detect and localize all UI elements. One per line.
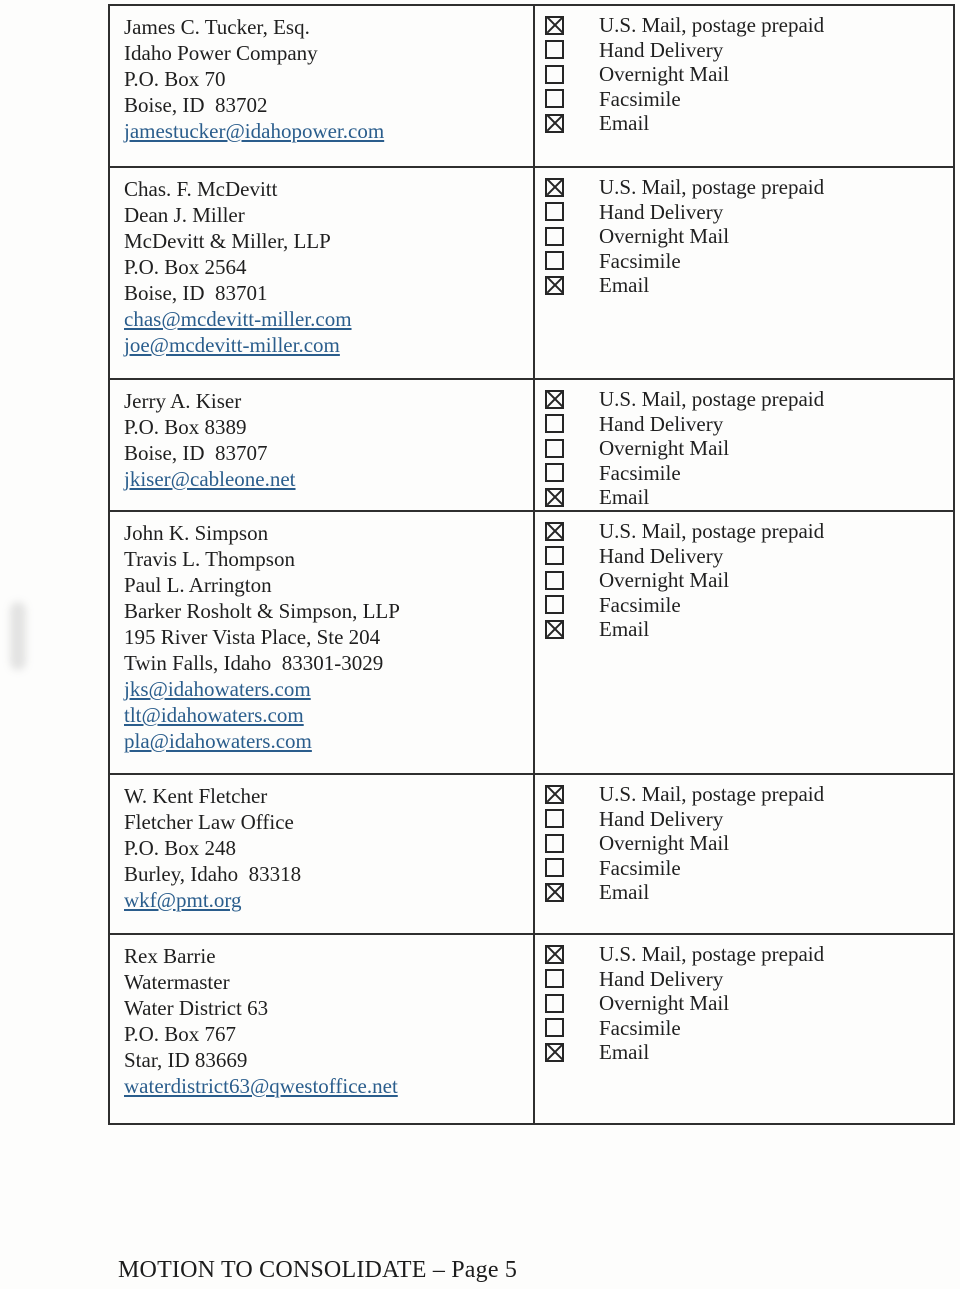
address-line: Burley, Idaho 83318 bbox=[124, 862, 302, 886]
email-link[interactable]: jamestucker@idahopower.com bbox=[124, 119, 385, 143]
address-line: Boise, ID 83701 bbox=[124, 281, 268, 305]
address-line: Paul L. Arrington bbox=[124, 573, 272, 597]
service-option bbox=[545, 519, 949, 544]
service-methods-cell bbox=[535, 380, 953, 510]
service-option-label: Overnight Mail bbox=[599, 224, 730, 248]
checkbox-unchecked-icon bbox=[545, 40, 564, 59]
service-methods-cell bbox=[535, 6, 953, 166]
email-link[interactable]: joe@mcdevitt-miller.com bbox=[124, 333, 340, 357]
checkbox-unchecked-icon bbox=[545, 65, 564, 84]
service-option-label: Email bbox=[599, 617, 650, 641]
email-line bbox=[124, 118, 525, 144]
service-option bbox=[545, 1040, 949, 1065]
service-methods-cell bbox=[535, 935, 953, 1123]
service-option bbox=[545, 856, 949, 881]
checkbox-unchecked-icon bbox=[545, 571, 564, 590]
email-line bbox=[124, 332, 525, 358]
recipient-cell bbox=[110, 935, 535, 1123]
service-option-label: Email bbox=[599, 485, 650, 509]
email-link[interactable]: waterdistrict63@qwestoffice.net bbox=[124, 1074, 398, 1098]
email-link[interactable]: pla@idahowaters.com bbox=[124, 729, 312, 753]
service-option-label: Overnight Mail bbox=[599, 62, 730, 86]
address-line: Travis L. Thompson bbox=[124, 547, 295, 571]
service-option-label: Email bbox=[599, 111, 650, 135]
email-link[interactable]: wkf@pmt.org bbox=[124, 888, 242, 912]
checkbox-unchecked-icon bbox=[545, 227, 564, 246]
service-option-label: Email bbox=[599, 1040, 650, 1064]
service-option-label: U.S. Mail, postage prepaid bbox=[599, 13, 825, 37]
recipient-cell bbox=[110, 168, 535, 378]
service-option bbox=[545, 880, 949, 905]
checkbox-unchecked-icon bbox=[545, 463, 564, 482]
address-line: Fletcher Law Office bbox=[124, 810, 294, 834]
table-row bbox=[110, 775, 953, 935]
service-option-label: Facsimile bbox=[599, 855, 681, 880]
service-option bbox=[545, 942, 949, 967]
checkbox-unchecked-icon bbox=[545, 89, 564, 108]
service-option-label: Hand Delivery bbox=[599, 411, 724, 436]
service-option bbox=[545, 593, 949, 618]
email-line bbox=[124, 306, 525, 332]
service-option bbox=[545, 13, 949, 38]
service-option bbox=[545, 224, 949, 249]
address-line: McDevitt & Miller, LLP bbox=[124, 229, 331, 253]
email-link[interactable]: jks@idahowaters.com bbox=[124, 677, 311, 701]
service-option-label: Email bbox=[599, 880, 650, 904]
service-option bbox=[545, 387, 949, 412]
table-row bbox=[110, 6, 953, 168]
address-line: Water District 63 bbox=[124, 996, 269, 1020]
service-option-label: Overnight Mail bbox=[599, 831, 730, 855]
checkbox-unchecked-icon bbox=[545, 595, 564, 614]
service-methods-cell bbox=[535, 168, 953, 378]
email-line bbox=[124, 702, 525, 728]
checkbox-checked-icon bbox=[545, 785, 564, 804]
service-option bbox=[545, 991, 949, 1016]
checkbox-unchecked-icon bbox=[545, 1018, 564, 1037]
service-option-label: Overnight Mail bbox=[599, 436, 730, 460]
service-option-label: Hand Delivery bbox=[599, 37, 724, 62]
checkbox-unchecked-icon bbox=[545, 834, 564, 853]
service-option bbox=[545, 782, 949, 807]
email-link[interactable]: tlt@idahowaters.com bbox=[124, 703, 304, 727]
email-line bbox=[124, 887, 525, 913]
service-option bbox=[545, 485, 949, 510]
service-option bbox=[545, 249, 949, 274]
address-line: Barker Rosholt & Simpson, LLP bbox=[124, 599, 400, 623]
recipient-cell bbox=[110, 775, 535, 933]
address-line: John K. Simpson bbox=[124, 521, 269, 545]
service-option-label: Hand Delivery bbox=[599, 806, 724, 831]
table-row bbox=[110, 512, 953, 775]
table-row bbox=[110, 168, 953, 380]
checkbox-checked-icon bbox=[545, 1043, 564, 1062]
email-link[interactable]: chas@mcdevitt-miller.com bbox=[124, 307, 352, 331]
recipient-cell bbox=[110, 512, 535, 773]
service-option bbox=[545, 175, 949, 200]
checkbox-checked-icon bbox=[545, 114, 564, 133]
service-option-label: Facsimile bbox=[599, 592, 681, 617]
checkbox-checked-icon bbox=[545, 945, 564, 964]
address-line: Boise, ID 83707 bbox=[124, 441, 268, 465]
address-line: P.O. Box 767 bbox=[124, 1022, 237, 1046]
address-line: Dean J. Miller bbox=[124, 203, 245, 227]
address-line: Chas. F. McDevitt bbox=[124, 177, 278, 201]
service-option bbox=[545, 111, 949, 136]
service-option-label: U.S. Mail, postage prepaid bbox=[599, 175, 825, 199]
service-option bbox=[545, 200, 949, 225]
service-option bbox=[545, 831, 949, 856]
email-line bbox=[124, 466, 525, 492]
service-option-label: Email bbox=[599, 273, 650, 297]
service-option-label: Hand Delivery bbox=[599, 199, 724, 224]
table-row bbox=[110, 935, 953, 1123]
address-line: Watermaster bbox=[124, 970, 230, 994]
service-option bbox=[545, 967, 949, 992]
address-line: Boise, ID 83702 bbox=[124, 93, 268, 117]
address-line: P.O. Box 248 bbox=[124, 836, 237, 860]
service-option-label: Overnight Mail bbox=[599, 991, 730, 1015]
checkbox-unchecked-icon bbox=[545, 202, 564, 221]
service-option-label: U.S. Mail, postage prepaid bbox=[599, 519, 825, 543]
service-option bbox=[545, 461, 949, 486]
service-methods-cell bbox=[535, 775, 953, 933]
scan-artifact bbox=[10, 602, 26, 670]
address-line: Twin Falls, Idaho 83301-3029 bbox=[124, 651, 384, 675]
service-option bbox=[545, 436, 949, 461]
checkbox-checked-icon bbox=[545, 178, 564, 197]
email-link[interactable]: jkiser@cableone.net bbox=[124, 467, 296, 491]
checkbox-unchecked-icon bbox=[545, 809, 564, 828]
page-footer: MOTION TO CONSOLIDATE – Page 5 bbox=[118, 1257, 518, 1283]
address-line: Star, ID 83669 bbox=[124, 1048, 248, 1072]
service-option bbox=[545, 1016, 949, 1041]
email-line bbox=[124, 1073, 525, 1099]
service-option bbox=[545, 617, 949, 642]
service-option-label: Hand Delivery bbox=[599, 966, 724, 991]
service-option bbox=[545, 544, 949, 569]
service-option-label: Facsimile bbox=[599, 248, 681, 273]
service-option-label: U.S. Mail, postage prepaid bbox=[599, 387, 825, 411]
certificate-of-service-table bbox=[108, 4, 955, 1125]
recipient-cell bbox=[110, 380, 535, 510]
checkbox-checked-icon bbox=[545, 522, 564, 541]
checkbox-unchecked-icon bbox=[545, 251, 564, 270]
service-option bbox=[545, 568, 949, 593]
checkbox-unchecked-icon bbox=[545, 858, 564, 877]
service-option-label: U.S. Mail, postage prepaid bbox=[599, 942, 825, 966]
address-line: 195 River Vista Place, Ste 204 bbox=[124, 625, 381, 649]
checkbox-checked-icon bbox=[545, 390, 564, 409]
checkbox-unchecked-icon bbox=[545, 969, 564, 988]
checkbox-unchecked-icon bbox=[545, 994, 564, 1013]
checkbox-checked-icon bbox=[545, 488, 564, 507]
service-option bbox=[545, 273, 949, 298]
address-line: P.O. Box 8389 bbox=[124, 415, 247, 439]
address-line: P.O. Box 70 bbox=[124, 67, 226, 91]
service-option-label: U.S. Mail, postage prepaid bbox=[599, 782, 825, 806]
checkbox-checked-icon bbox=[545, 16, 564, 35]
address-line: W. Kent Fletcher bbox=[124, 784, 268, 808]
service-option-label: Facsimile bbox=[599, 86, 681, 111]
service-option bbox=[545, 412, 949, 437]
service-methods-cell bbox=[535, 512, 953, 773]
table-row bbox=[110, 380, 953, 512]
email-line bbox=[124, 728, 525, 754]
checkbox-checked-icon bbox=[545, 883, 564, 902]
checkbox-checked-icon bbox=[545, 620, 564, 639]
checkbox-unchecked-icon bbox=[545, 546, 564, 565]
service-option bbox=[545, 62, 949, 87]
service-option bbox=[545, 87, 949, 112]
address-line: Jerry A. Kiser bbox=[124, 389, 242, 413]
service-option-label: Hand Delivery bbox=[599, 543, 724, 568]
checkbox-unchecked-icon bbox=[545, 439, 564, 458]
checkbox-unchecked-icon bbox=[545, 414, 564, 433]
email-line bbox=[124, 676, 525, 702]
service-option-label: Facsimile bbox=[599, 460, 681, 485]
address-line: P.O. Box 2564 bbox=[124, 255, 247, 279]
recipient-cell bbox=[110, 6, 535, 166]
service-option-label: Overnight Mail bbox=[599, 568, 730, 592]
service-option bbox=[545, 38, 949, 63]
service-option bbox=[545, 807, 949, 832]
address-line: Rex Barrie bbox=[124, 944, 216, 968]
address-line: Idaho Power Company bbox=[124, 41, 318, 65]
service-option-label: Facsimile bbox=[599, 1015, 681, 1040]
checkbox-checked-icon bbox=[545, 276, 564, 295]
address-line: James C. Tucker, Esq. bbox=[124, 15, 310, 39]
